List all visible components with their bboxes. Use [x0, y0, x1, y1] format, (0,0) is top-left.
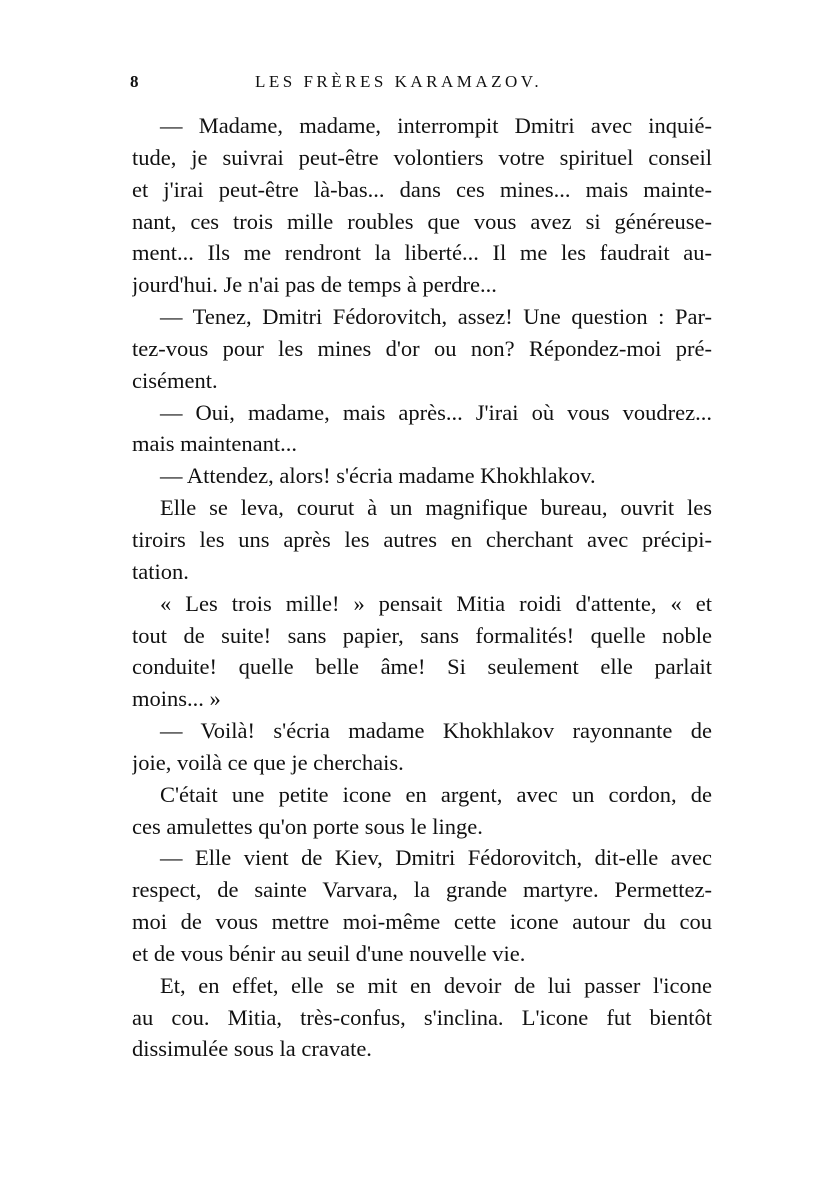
text-line: tude, je suivrai peut-être volontiers votre spirituel conseil — [132, 144, 712, 170]
page-header — [130, 72, 710, 102]
text-line: joie, voilà ce que je cherchais. — [132, 749, 404, 775]
text-line: ment... Ils me rendront la liberté... Il me les faudrait au- — [132, 240, 712, 266]
text-line: nant, ces trois mille roubles que vous avez si généreuse- — [132, 208, 712, 234]
text-line: tez-vous pour les mines d'or ou non? Répondez-moi pré- — [132, 335, 712, 361]
text-line: Elle se leva, courut à un magnifique bureau, ouvrit les — [160, 495, 712, 521]
text-line: tation. — [132, 558, 189, 584]
text-line: et de vous bénir au seuil d'une nouvelle vie. — [132, 940, 526, 966]
page-number: 8 — [130, 72, 140, 91]
text-line: ces amulettes qu'on porte sous le linge. — [132, 813, 483, 839]
text-line: moins... » — [132, 686, 221, 712]
text-line: — Oui, madame, mais après... J'irai où vous voudrez... — [160, 399, 712, 425]
text-line: — Attendez, alors! s'écria madame Khokhlakov. — [160, 463, 596, 489]
text-line: jourd'hui. Je n'ai pas de temps à perdre... — [132, 272, 497, 298]
text-line: au cou. Mitia, très-confus, s'inclina. L'icone fut bientôt — [132, 1004, 712, 1030]
text-line: et j'irai peut-être là-bas... dans ces mines... mais mainte- — [132, 176, 712, 202]
text-line: — Tenez, Dmitri Fédorovitch, assez! Une question : Par- — [160, 304, 712, 330]
text-line: tiroirs les uns après les autres en cherchant avec précipi- — [132, 526, 712, 552]
running-title: LES FRÈRES KARAMAZOV. — [255, 72, 543, 91]
text-line: moi de vous mettre moi-même cette icone autour du cou — [132, 909, 712, 935]
text-line: cisément. — [132, 367, 218, 393]
text-line: « Les trois mille! » pensait Mitia roidi d'attente, « et — [160, 590, 712, 616]
text-line: — Voilà! s'écria madame Khokhlakov rayonnante de — [160, 718, 712, 744]
text-line: tout de suite! sans papier, sans formalités! quelle noble — [132, 622, 712, 648]
text-line: Et, en effet, elle se mit en devoir de lui passer l'icone — [160, 972, 712, 998]
text-body — [132, 110, 712, 1065]
text-line: — Elle vient de Kiev, Dmitri Fédorovitch, dit-elle avec — [160, 845, 712, 871]
text-line: C'était une petite icone en argent, avec un cordon, de — [160, 781, 712, 807]
text-line: conduite! quelle belle âme! Si seulement elle parlait — [132, 654, 712, 680]
text-line: mais maintenant... — [132, 431, 297, 457]
text-line: — Madame, madame, interrompit Dmitri avec inquié- — [160, 113, 712, 138]
text-line: dissimulée sous la cravate. — [132, 1036, 372, 1062]
text-line: respect, de sainte Varvara, la grande martyre. Permettez- — [132, 877, 712, 903]
